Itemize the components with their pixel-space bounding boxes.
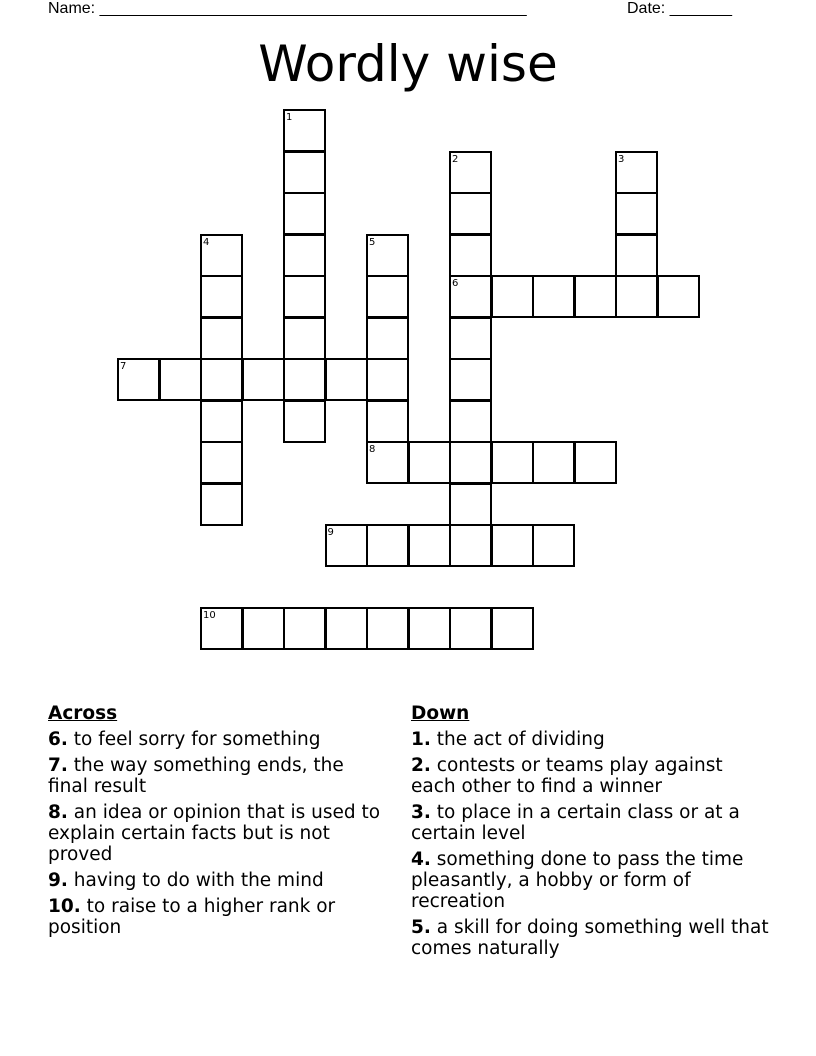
clue-number-label: 1 — [286, 112, 293, 123]
grid-cell[interactable] — [200, 275, 243, 318]
grid-cell[interactable] — [283, 234, 326, 277]
name-field-label: Name: ________________________________________________ — [48, 0, 527, 17]
grid-cell[interactable] — [532, 275, 575, 318]
across-heading: Across — [48, 703, 118, 724]
clue-text: to raise to a higher rank or position — [48, 896, 336, 938]
grid-cell[interactable] — [491, 524, 534, 567]
clue-text: the way something ends, the final result — [48, 755, 344, 797]
clue-text: an idea or opinion that is used to explain certain facts but is not proved — [48, 802, 381, 865]
down-heading: Down — [411, 703, 470, 724]
grid-cell[interactable] — [283, 317, 326, 360]
grid-cell[interactable] — [574, 441, 617, 484]
grid-cell[interactable] — [283, 400, 326, 443]
grid-cell[interactable] — [491, 607, 534, 650]
grid-cell[interactable] — [615, 192, 658, 235]
clue-down-2 — [411, 755, 771, 797]
date-field-label: Date: _______ — [627, 0, 732, 17]
clue-number: 9. — [48, 870, 68, 891]
clue-text: having to do with the mind — [73, 870, 324, 891]
clue-number-label: 9 — [327, 527, 334, 538]
clue-number-label: 4 — [203, 236, 210, 248]
clue-number: 6. — [48, 729, 68, 750]
clue-number-label: 2 — [452, 153, 459, 165]
grid-cell[interactable] — [532, 441, 575, 484]
grid-cell[interactable] — [449, 234, 492, 277]
grid-cell[interactable] — [283, 275, 326, 318]
grid-cell[interactable] — [449, 524, 492, 567]
grid-cell[interactable] — [283, 151, 326, 194]
grid-cell[interactable] — [242, 607, 285, 650]
clue-across-9 — [48, 870, 388, 891]
clue-number: 2. — [411, 755, 431, 776]
puzzle-title: Wordly wise — [258, 35, 558, 93]
clue-across-6 — [48, 729, 388, 750]
grid-cell[interactable] — [449, 441, 492, 484]
grid-cell[interactable] — [491, 275, 534, 318]
clue-text: to feel sorry for something — [73, 729, 321, 750]
clue-number-label: 5 — [369, 236, 376, 248]
clue-number: 1. — [411, 729, 431, 750]
grid-cell[interactable] — [283, 607, 326, 650]
clue-number-label: 6 — [452, 278, 459, 289]
clue-across-8 — [48, 802, 388, 865]
clue-number: 7. — [48, 755, 68, 776]
grid-cell[interactable] — [615, 234, 658, 277]
grid-cell[interactable] — [449, 192, 492, 235]
clue-number: 4. — [411, 849, 431, 870]
grid-cell[interactable] — [200, 483, 243, 526]
grid-cell[interactable] — [449, 317, 492, 360]
clue-across-7 — [48, 755, 388, 797]
clue-number: 5. — [411, 917, 431, 938]
grid-cell[interactable] — [200, 441, 243, 484]
clue-text: the act of dividing — [436, 729, 605, 750]
clue-number-label: 7 — [120, 361, 127, 372]
grid-cell[interactable] — [242, 358, 285, 401]
grid-cell[interactable] — [615, 275, 658, 318]
grid-cell[interactable] — [366, 400, 409, 443]
clue-text: contests or teams play against each other to find a winner — [411, 755, 723, 797]
across-clues — [48, 703, 388, 943]
grid-cell[interactable] — [449, 358, 492, 401]
grid-cell[interactable] — [200, 317, 243, 360]
grid-cell[interactable] — [366, 275, 409, 318]
clue-text: something done to pass the time pleasantly, a hobby or form of recreation — [411, 849, 744, 912]
grid-cell[interactable] — [657, 275, 700, 318]
grid-cell[interactable] — [159, 358, 202, 401]
grid-cell[interactable] — [449, 400, 492, 443]
clue-across-10 — [48, 896, 388, 938]
clue-text: a skill for doing something well that comes naturally — [411, 917, 769, 959]
clue-down-5 — [411, 917, 771, 959]
grid-cell[interactable] — [449, 483, 492, 526]
clue-down-4 — [411, 849, 771, 912]
grid-cell[interactable] — [532, 524, 575, 567]
clue-text: to place in a certain class or at a certain level — [411, 802, 740, 844]
grid-cell[interactable] — [325, 358, 368, 401]
grid-cell[interactable] — [283, 358, 326, 401]
grid-cell[interactable] — [491, 441, 534, 484]
down-clues — [411, 703, 771, 964]
grid-cell[interactable] — [366, 317, 409, 360]
grid-cell[interactable] — [449, 607, 492, 650]
grid-cell[interactable] — [200, 400, 243, 443]
clue-number-label: 8 — [369, 444, 376, 455]
clue-number: 3. — [411, 802, 431, 823]
grid-cell[interactable] — [325, 607, 368, 650]
grid-cell[interactable] — [366, 358, 409, 401]
clue-number-label: 3 — [618, 153, 625, 165]
clue-number: 10. — [48, 896, 81, 917]
clue-down-1 — [411, 729, 771, 750]
grid-cell[interactable] — [366, 524, 409, 567]
grid-cell[interactable] — [408, 524, 451, 567]
grid-cell[interactable] — [408, 607, 451, 650]
clue-down-3 — [411, 802, 771, 844]
clue-number-label: 10 — [203, 610, 216, 621]
grid-cell[interactable] — [200, 358, 243, 401]
grid-cell[interactable] — [408, 441, 451, 484]
grid-cell[interactable] — [574, 275, 617, 318]
grid-cell[interactable] — [366, 607, 409, 650]
grid-cell[interactable] — [283, 192, 326, 235]
clue-number: 8. — [48, 802, 68, 823]
